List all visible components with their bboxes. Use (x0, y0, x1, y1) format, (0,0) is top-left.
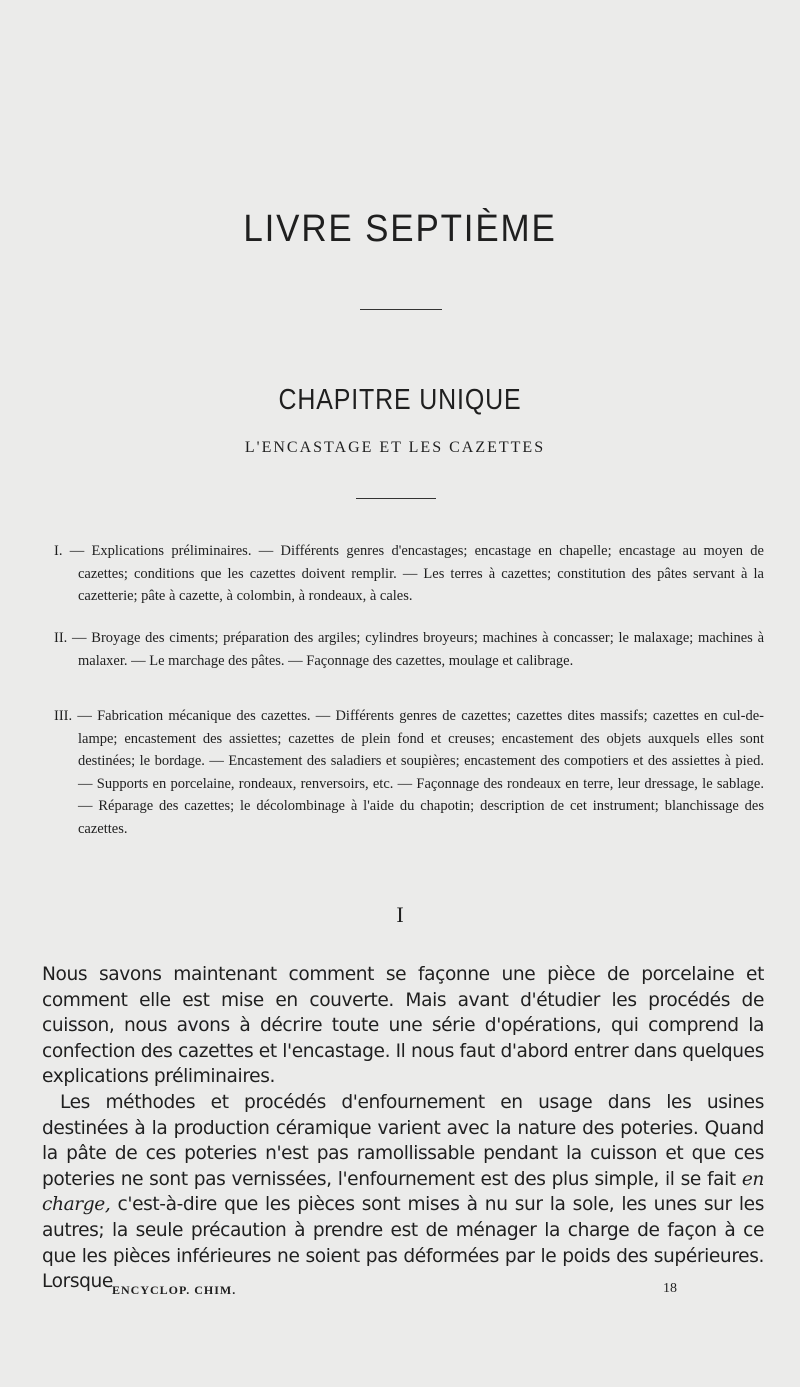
chapter-divider (356, 498, 436, 499)
paragraph-1: Nous savons maintenant comment se façonne une pièce de porcelaine et comment elle est mise en couverte. Mais avant d'étudier les procédés de cuisson, nous avons à décrire toute une série d'opérations, qui comprend la confection des cazettes et l'encastage. Il nous faut d'abord entrer dans quelques explications préliminaires. (42, 964, 764, 1088)
book-title: LIVRE SEPTIÈME (243, 208, 557, 250)
summary-item-2 (54, 627, 764, 672)
summary-text: I. — Explications préliminaires. — Différents genres d'encastages; encastage en chapelle; encastage au moyen de cazettes; conditions que les cazettes doivent remplir. — Les terres à cazettes; constitution des pâtes servant à la cazetterie; pâte à cazette, à colombin, à rondeaux, à cales. (54, 543, 764, 604)
chapter-subtitle: L'ENCASTAGE ET LES CAZETTES (244, 439, 546, 456)
body-text (42, 962, 764, 1295)
paragraph-2 (42, 1090, 764, 1295)
paragraph-2-start: Les méthodes et procédés d'enfournement en usage dans les usines destinées à la production céramique varient avec la nature des poteries. Quand la pâte de ces poteries n'est pas ramollissable pendant la cuisson et que ces poteries ne sont pas vernissées, l'enfournement est des plus simple, il se fait (42, 1091, 764, 1190)
summary-text: III. — Fabrication mécanique des cazettes. — Différents genres de cazettes; cazettes dites massifs; cazettes en cul-de-lampe; encastement des assiettes; cazettes de plein fond et creuses; encastement des objets auxquels elles sont destinées; le bordage. — Encastement des saladiers et soupières; encastement des compotiers et des assiettes à pied. — Supports en porcelaine, rondeaux, renversoirs, etc. — Façonnage des rondeaux en terre, leur dressage, le sablage. — Réparage des cazettes; le décolombinage à l'aide du chapotin; description de cet instrument; blanchissage des cazettes. (54, 708, 764, 837)
chapter-title: CHAPITRE UNIQUE (278, 384, 522, 416)
summary-text: II. — Broyage des ciments; préparation des argiles; cylindres broyeurs; machines à concasser; le malaxage; machines à malaxer. — Le marchage des pâtes. — Façonnage des cazettes, moulage et calibrage. (54, 630, 764, 669)
italic-term: en charge, (42, 1168, 764, 1216)
section-number: I (396, 902, 404, 927)
footer-signature: ENCYCLOP. CHIM. (112, 1283, 237, 1297)
signature-mark: 18 (663, 1281, 677, 1296)
paragraph-2-end: c'est-à-dire que les pièces sont mises à nu sur la sole, les unes sur les autres; la seule précaution à prendre est de ménager la charge de façon à ce que les pièces inférieures ne soient pas déformées par le poids des supérieures. Lorsque (42, 1194, 764, 1293)
title-divider (360, 309, 442, 310)
summary-item-3 (54, 705, 764, 840)
summary-item-1 (54, 540, 764, 608)
